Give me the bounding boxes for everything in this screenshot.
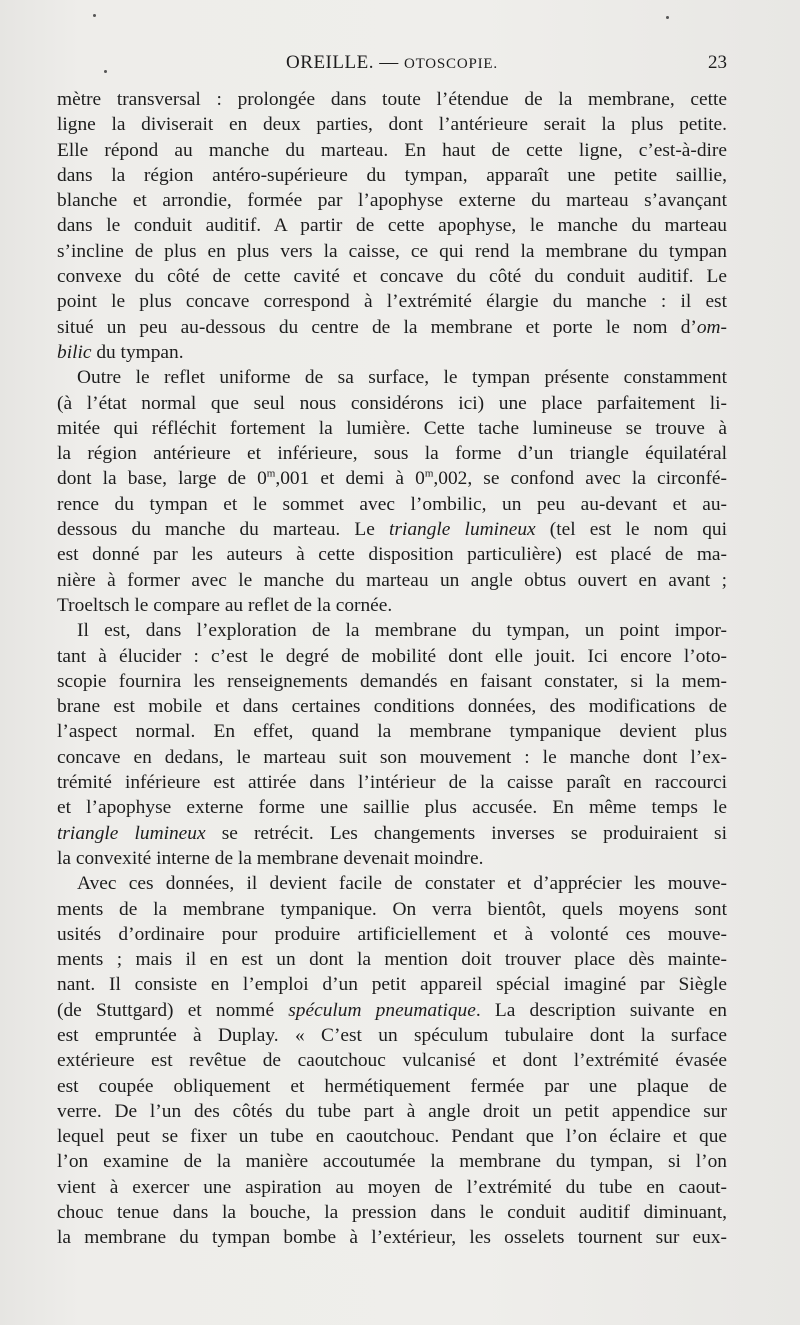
text-line: (à l’état normal que seul nous considérons ici) une place parfaitement li- bbox=[57, 392, 727, 414]
text-line: nière à former avec le manche du marteau un angle obtus ouvert en avant ; bbox=[57, 569, 727, 591]
text-line: l’on examine de la manière accoutumée la membrane du tympan, si l’on bbox=[57, 1151, 727, 1173]
text-line: et l’apophyse externe forme une saillie plus accusée. En même temps le bbox=[57, 797, 727, 819]
text-line: verre. De l’un des côtés du tube part à angle droit un petit appendice sur bbox=[57, 1100, 727, 1122]
text-line: l’aspect normal. En effet, quand la membrane tympanique devient plus bbox=[57, 721, 727, 743]
text-line: brane est mobile et dans certaines conditions données, des modifications de bbox=[57, 696, 727, 718]
text-line: la convexité interne de la membrane devenait moindre. bbox=[57, 847, 484, 869]
text-line: ligne la diviserait en deux parties, dont l’antérieure serait la plus petite. bbox=[57, 114, 727, 136]
text-line: est donné par les auteurs à cette disposition particulière) est placé de ma- bbox=[57, 544, 727, 566]
text-line: convexe du côté de cette cavité et concave du côté du conduit auditif. Le bbox=[57, 266, 727, 288]
paper-speck bbox=[666, 16, 669, 19]
text-line: mitée qui réfléchit fortement la lumière. Cette tache lumineuse se trouve à bbox=[57, 417, 727, 439]
text-line: Avec ces données, il devient facile de constater et d’apprécier les mouve- bbox=[77, 873, 727, 895]
text-line: la région antérieure et inférieure, sous la forme d’un triangle équilatéral bbox=[57, 443, 727, 465]
text-line: Outre le reflet uniforme de sa surface, le tympan présente constamment bbox=[77, 367, 727, 389]
header-dash: — bbox=[379, 52, 399, 73]
text-line: vient à exercer une aspiration au moyen de l’extrémité du tube en caout- bbox=[57, 1176, 727, 1198]
text-line: point le plus concave correspond à l’extrémité élargie du manche : il est bbox=[57, 291, 727, 313]
running-title bbox=[57, 52, 727, 74]
text-line: ments ; mais il en est un dont la mention doit trouver place dès mainte- bbox=[57, 949, 727, 971]
text-line: Troeltsch le compare au reflet de la cornée. bbox=[57, 594, 393, 616]
text-line: dans le conduit auditif. A partir de cette apophyse, le manche du marteau bbox=[57, 215, 727, 237]
text-line: tant à élucider : c’est le degré de mobilité dont elle jouit. Ici encore l’oto- bbox=[57, 645, 727, 667]
text-line: scopie fournira les renseignements demandés en faisant constater, si la mem- bbox=[57, 670, 727, 692]
text-line: est coupée obliquement et hermétiquement fermée par une plaque de bbox=[57, 1075, 727, 1097]
text-line: (de Stuttgard) et nommé spéculum pneumatique. La description suivante en bbox=[57, 999, 727, 1021]
text-line: usités d’ordinaire pour produire artificiellement et à volonté ces mouve- bbox=[57, 923, 727, 945]
header-subtitle: OTOSCOPIE. bbox=[403, 56, 498, 72]
text-line: la membrane du tympan bombe à l’extérieur, les osselets tournent sur eux- bbox=[57, 1227, 727, 1249]
text-line: blanche et arrondie, formée par l’apophyse externe du marteau s’avançant bbox=[57, 190, 727, 212]
text-line: Elle répond au manche du marteau. En haut de cette ligne, c’est-à-dire bbox=[57, 139, 727, 161]
paper-speck bbox=[93, 14, 96, 17]
text-line: concave en dedans, le marteau suit son mouvement : le manche dont l’ex- bbox=[57, 746, 727, 768]
page-number: 23 bbox=[708, 52, 727, 73]
text-line: dans la région antéro-supérieure du tympan, apparaît une petite saillie, bbox=[57, 164, 727, 186]
body-text bbox=[57, 87, 727, 1251]
running-header bbox=[57, 52, 727, 82]
text-line: Il est, dans l’exploration de la membrane du tympan, un point impor- bbox=[77, 620, 727, 642]
text-line: lequel peut se fixer un tube en caoutchouc. Pendant que l’on éclaire et que bbox=[57, 1126, 727, 1148]
text-line: chouc tenue dans la bouche, la pression dans le conduit auditif diminuant, bbox=[57, 1202, 727, 1224]
text-line: rence du tympan et le sommet avec l’ombilic, un peu au-devant et au- bbox=[57, 493, 727, 515]
text-line: triangle lumineux se retrécit. Les changements inverses se produiraient si bbox=[57, 822, 727, 844]
text-line: ments de la membrane tympanique. On verra bientôt, quels moyens sont bbox=[57, 898, 727, 920]
text-line: situé un peu au-dessous du centre de la membrane et porte le nom d’om- bbox=[57, 316, 727, 338]
text-line: extérieure est revêtue de caoutchouc vulcanisé et dont l’extrémité évasée bbox=[57, 1050, 727, 1072]
text-line: dessous du manche du marteau. Le triangle lumineux (tel est le nom qui bbox=[57, 519, 727, 541]
text-line: nant. Il consiste en l’emploi d’un petit appareil spécial imaginé par Siègle bbox=[57, 974, 727, 996]
text-line: dont la base, large de 0$^m$,001 et demi à 0$^m$,002, se confond avec la circonfé- bbox=[57, 467, 727, 490]
text-line: bilic du tympan. bbox=[57, 341, 184, 363]
text-line: s’incline de plus en plus vers la caisse, ce qui rend la membrane du tympan bbox=[57, 240, 727, 262]
text-line: mètre transversal : prolongée dans toute l’étendue de la membrane, cette bbox=[57, 89, 727, 110]
text-line: est empruntée à Duplay. « C’est un spéculum tubulaire dont la surface bbox=[57, 1024, 727, 1046]
text-line: trémité inférieure est attirée dans l’intérieur de la caisse paraît en raccourci bbox=[57, 772, 727, 794]
header-title: OREILLE. bbox=[286, 52, 374, 73]
